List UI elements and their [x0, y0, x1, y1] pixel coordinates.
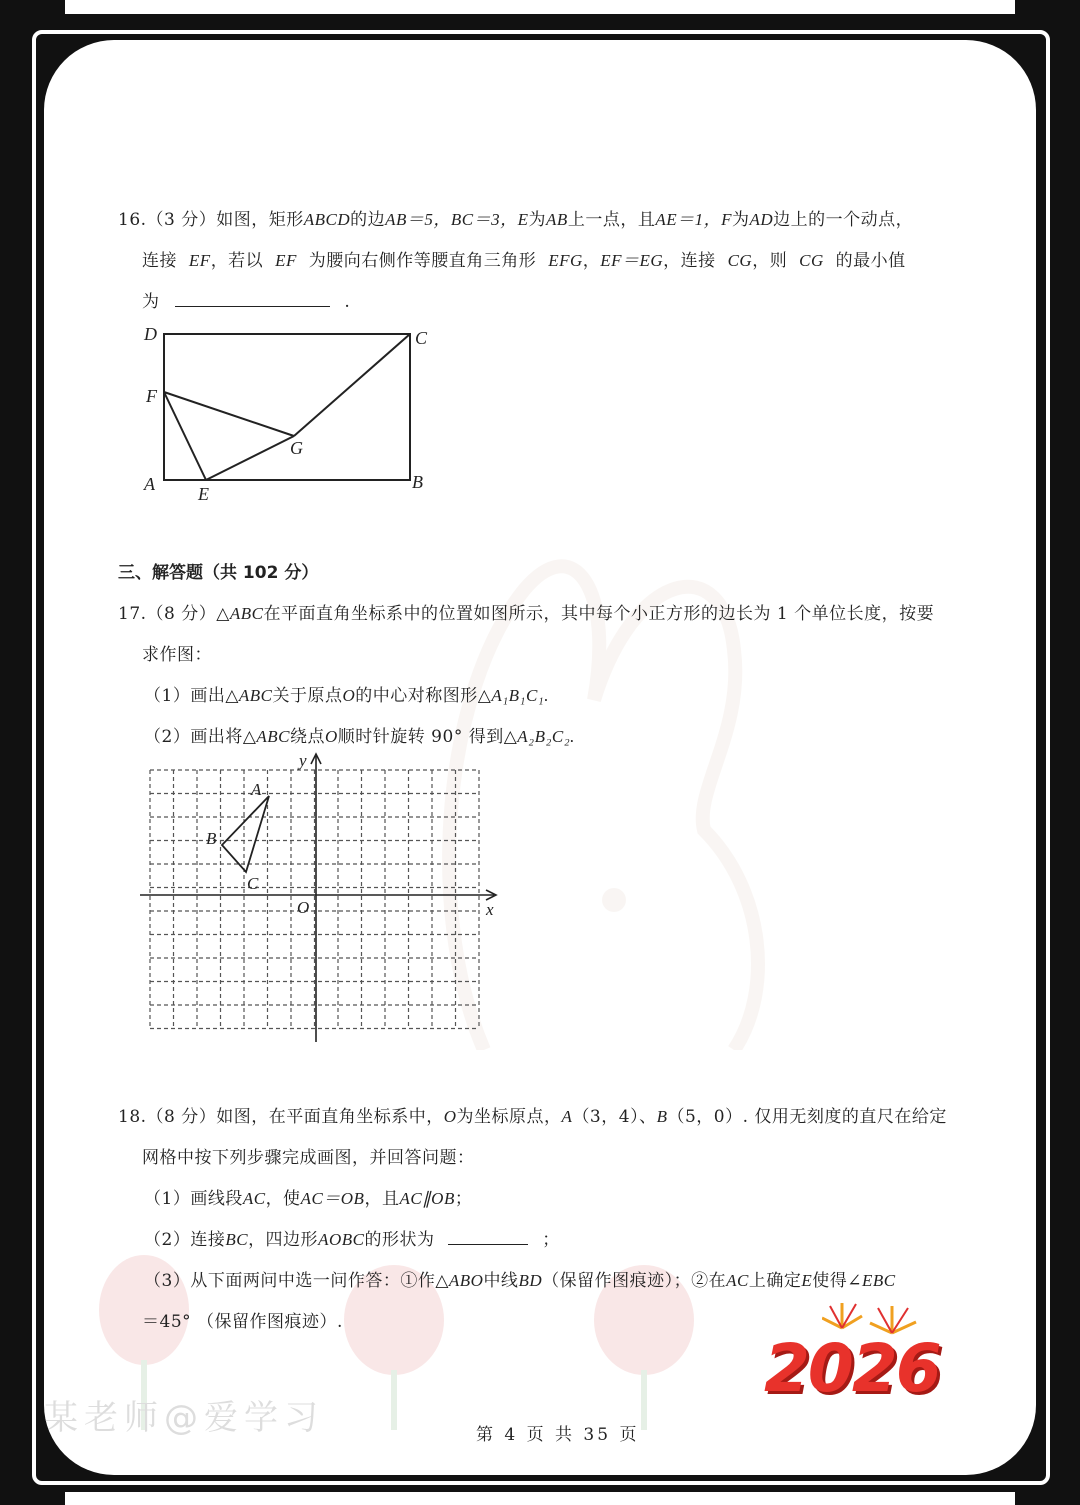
triangle-abc [222, 796, 269, 872]
year-2026-badge: 2026 [764, 1330, 940, 1407]
q16-line1: 16.（3 分）如图，矩形ABCD的边AB＝5，BC＝3，E为AB上一点，且AE＝1，F为AD边上的一个动点， [118, 210, 914, 230]
label-B: B [412, 472, 423, 492]
label-E: E [198, 484, 209, 504]
label-B: B [206, 829, 217, 848]
rect-abcd [164, 334, 410, 480]
label-F: F [146, 386, 157, 406]
q18-part4: ＝45° （保留作图痕迹）. [142, 1312, 343, 1332]
q18-line2: 网格中按下列步骤完成画图，并回答问题： [142, 1148, 475, 1168]
q17-line2: 求作图： [142, 645, 212, 665]
segment-gc [294, 334, 410, 436]
watermark-text: 某老师@爱学习 [44, 1398, 324, 1438]
q18-line1: 18.（8 分）如图，在平面直角坐标系中，O为坐标原点，A（3，4）、B（5，0）. 仅用无刻度的直尺在给定 [118, 1107, 947, 1127]
label-G: G [290, 438, 303, 458]
q16-line2: 连接 EF，若以 EF 为腰向右侧作等腰直角三角形 EFG，EF＝EG，连接 CG，则 CG 的最小值 [142, 251, 906, 271]
section3-title: 三、解答题（共 102 分） [118, 563, 319, 583]
label-C: C [415, 328, 428, 348]
q18-part3: （3）从下面两问中选一问作答：①作△ABO中线BD（保留作图痕迹）；②在AC上确定E使得∠EBC [144, 1271, 896, 1291]
segment-fg [164, 392, 294, 436]
label-A: A [251, 780, 262, 799]
label-C: C [247, 874, 259, 893]
q17-part1: （1）画出△ABC关于原点O的中心对称图形△A₁B₁C₁. [144, 686, 549, 706]
bottom-border-strip [65, 1492, 1015, 1505]
label-A: A [144, 474, 155, 494]
segment-fe [164, 392, 206, 480]
q18-part1: （1）画线段AC，使AC＝OB，且AC∥OB； [144, 1189, 473, 1209]
q16-rectangle-figure [134, 322, 444, 512]
label-D: D [144, 324, 157, 344]
q17-part2: （2）画出将△ABC绕点O顺时针旋转 90° 得到△A₂B₂C₂. [144, 727, 575, 747]
q18-part2: （2）连接BC，四边形AOBC的形状为 ； [144, 1230, 560, 1250]
q18-answer-blank[interactable] [448, 1230, 528, 1245]
page-footer: 第 4 页 共 35 页 [476, 1425, 640, 1445]
q16-answer-blank[interactable] [175, 292, 330, 307]
exam-page [44, 40, 1036, 1475]
label-O: O [297, 898, 310, 917]
label-y: y [299, 751, 307, 770]
label-x: x [486, 900, 494, 919]
q17-coordinate-grid [134, 750, 514, 1050]
q16-line3: 为 . [142, 292, 351, 312]
top-border-strip [65, 0, 1015, 14]
segment-eg [206, 436, 294, 480]
q17-line1: 17.（8 分）△ABC在平面直角坐标系中的位置如图所示，其中每个小正方形的边长为 1 个单位长度，按要 [118, 604, 935, 624]
